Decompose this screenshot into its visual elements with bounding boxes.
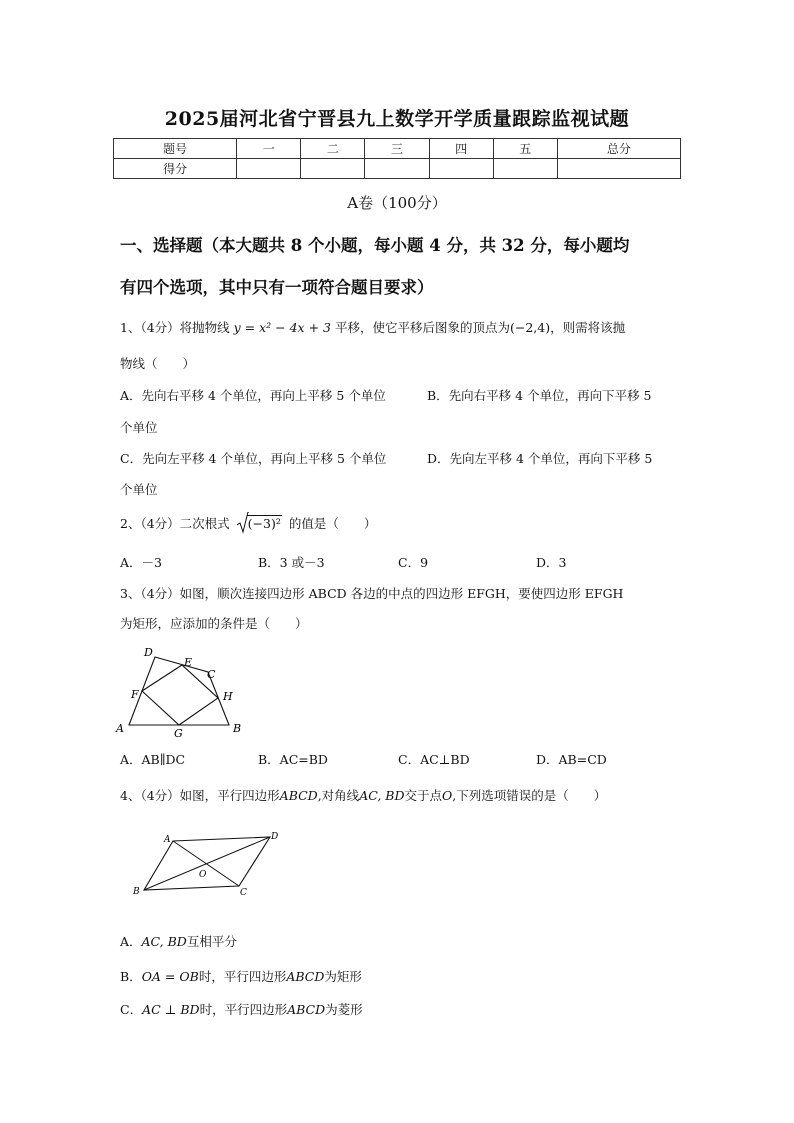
score-header-cell: 总分: [557, 139, 680, 159]
q1-option-c[interactable]: C．先向左平移 4 个单位，再向上平移 5 个单位: [120, 451, 387, 466]
q4-option-c[interactable]: [120, 1000, 363, 1018]
score-cell: [365, 159, 429, 179]
q1-vertex: (−2,4): [509, 320, 551, 335]
q4-option-b-math: OA = OB: [141, 969, 199, 984]
q4-parallelogram-figure: [128, 828, 288, 898]
q1-equation: y = x² − 4x + 3: [233, 320, 331, 335]
score-cell: [429, 159, 493, 179]
diagonal-bd: [144, 837, 270, 890]
label-a: A: [164, 835, 171, 845]
q1-option-d-cont: 个单位: [120, 482, 158, 497]
score-cell: [557, 159, 680, 179]
q4-para: ABCD: [279, 788, 318, 803]
q2-option-d[interactable]: D．3: [536, 555, 567, 570]
label-o: O: [199, 870, 207, 880]
label-c: C: [207, 668, 216, 681]
q4-option-b-end: 为矩形: [324, 969, 362, 984]
q1-stem-line1: [120, 318, 625, 336]
section-title: A卷（100分）: [347, 194, 447, 212]
score-cell: [237, 159, 301, 179]
score-header-cell: 四: [429, 139, 493, 159]
q4-option-c-end: 为菱形: [325, 1002, 363, 1017]
label-g: G: [174, 727, 183, 740]
q4-stem: [120, 786, 606, 804]
q2-suffix: 的值是（ ）: [288, 516, 377, 531]
score-cell: [493, 159, 557, 179]
q2-option-c[interactable]: C．9: [398, 555, 429, 570]
q1-stem-line2: 物线（ ）: [120, 356, 196, 371]
q2-option-a[interactable]: A．－3: [120, 555, 162, 570]
q4-option-a[interactable]: [120, 932, 237, 950]
q4-option-c-text: 时，平行四边形: [199, 1002, 288, 1017]
q1-option-a[interactable]: A．先向右平移 4 个单位，再向上平移 5 个单位: [120, 388, 386, 403]
label-d: D: [271, 832, 279, 842]
q3-quadrilateral-figure: [112, 640, 252, 740]
part1-heading-line1: 一、选择题（本大题共 8 个小题，每小题 4 分，共 32 分，每小题均: [120, 236, 630, 255]
q2-radical: [237, 516, 282, 531]
label-b: B: [133, 887, 140, 897]
score-value-row: [114, 159, 681, 179]
q1-suffix: ，则需将该抛: [550, 320, 626, 335]
label-f: F: [131, 688, 139, 701]
q3-option-c[interactable]: C．AC⊥BD: [398, 752, 470, 767]
q4-option-a-text: 互相平分: [186, 934, 237, 949]
q2-option-b[interactable]: B．3 或－3: [258, 555, 325, 570]
label-h: H: [223, 690, 233, 703]
q4-point: O: [442, 788, 453, 803]
q4-option-c-prefix: C．: [120, 1002, 143, 1017]
part1-heading-line2: 有四个选项，其中只有一项符合题目要求）: [120, 278, 434, 297]
q4-option-b-math2: ABCD: [286, 969, 325, 984]
q2-prefix: 2、（4分）二次根式: [120, 516, 230, 531]
q3-option-d[interactable]: D．AB=CD: [536, 752, 607, 767]
exam-title: 2025届河北省宁晋县九上数学开学质量跟踪监视试题: [164, 108, 630, 130]
q4-option-c-math2: ABCD: [287, 1002, 326, 1017]
q2-radicand: (−3)²: [247, 516, 281, 531]
q4-prefix: 4、（4分）如图，平行四边形: [120, 788, 280, 803]
q3-stem-line2: 为矩形，应添加的条件是（ ）: [120, 616, 308, 631]
q4-option-b-text: 时，平行四边形: [198, 969, 287, 984]
label-c: C: [240, 888, 247, 898]
q4-option-c-math: AC ⊥ BD: [142, 1002, 200, 1017]
q4-middle: ,对角线: [317, 788, 360, 803]
q4-option-b-prefix: B．: [120, 969, 142, 984]
q1-option-d[interactable]: D．先向左平移 4 个单位，再向下平移 5: [427, 451, 653, 466]
q4-option-b[interactable]: [120, 967, 362, 985]
q4-option-a-prefix: A．: [120, 934, 142, 949]
score-header-cell: 五: [493, 139, 557, 159]
q1-option-b[interactable]: B．先向右平移 4 个单位，再向下平移 5: [427, 388, 652, 403]
score-row-label: 得分: [114, 159, 237, 179]
label-b: B: [233, 722, 242, 735]
label-d: D: [144, 646, 153, 659]
q3-option-a[interactable]: A．AB∥DC: [120, 752, 186, 767]
score-header-cell: 二: [301, 139, 365, 159]
q4-middle2: 交于点: [404, 788, 443, 803]
q4-suffix: ,下列选项错误的是（ ）: [452, 788, 607, 803]
score-cell: [301, 159, 365, 179]
q3-stem-line1: 3、（4分）如图，顺次连接四边形 ABCD 各边的中点的四边形 EFGH，要使四边形 EFGH: [120, 586, 624, 601]
score-header-cell: 题号: [114, 139, 237, 159]
score-header-cell: 三: [365, 139, 429, 159]
q4-option-a-math: AC, BD: [141, 934, 187, 949]
radical-sign-icon: [237, 512, 249, 534]
label-e: E: [184, 656, 193, 669]
label-a: A: [116, 722, 124, 735]
q1-middle: 平移，使它平移后图象的顶点为: [330, 320, 510, 335]
q1-prefix: 1、（4分）将抛物线: [120, 320, 234, 335]
score-table: [113, 138, 681, 179]
score-header-cell: 一: [237, 139, 301, 159]
score-header-row: [114, 139, 681, 159]
q4-diagonals: AC, BD: [359, 788, 405, 803]
q2-stem: [120, 514, 376, 532]
q3-option-b[interactable]: B．AC=BD: [258, 752, 328, 767]
q1-option-b-cont: 个单位: [120, 420, 158, 435]
